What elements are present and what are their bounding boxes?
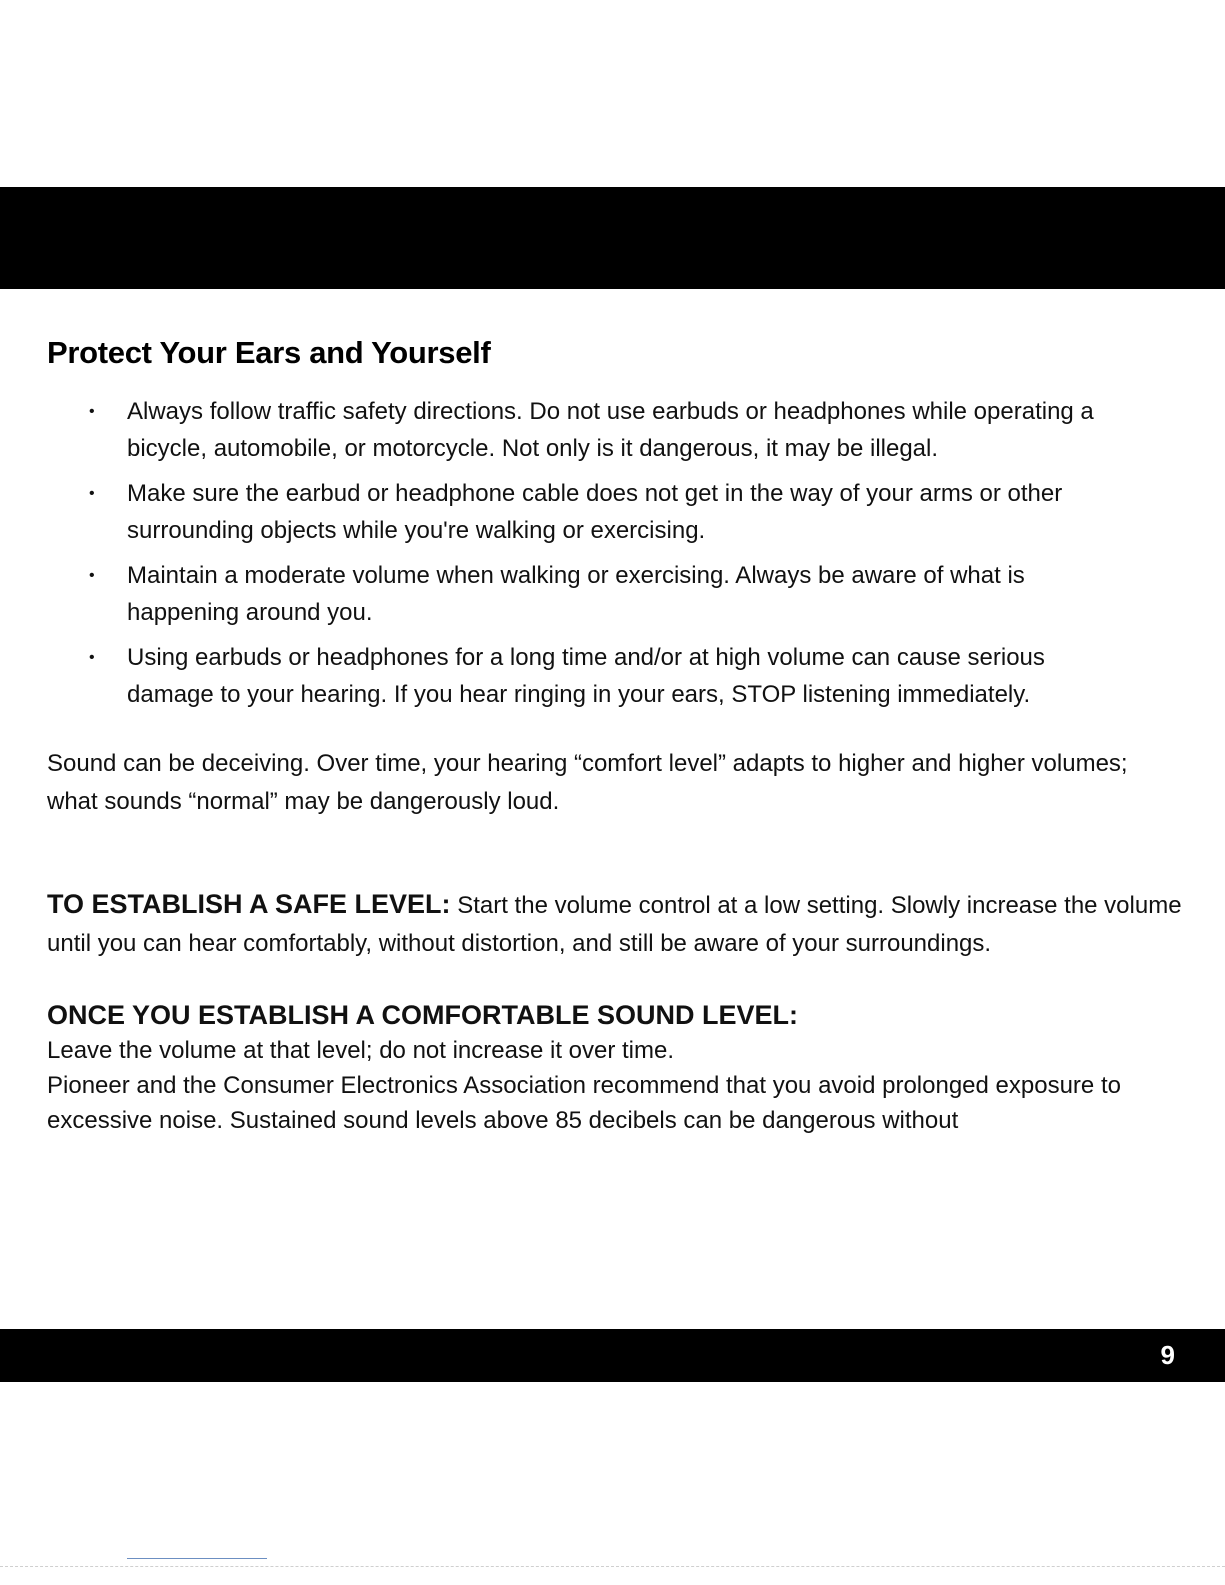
comfortable-level-line2: Pioneer and the Consumer Electronics Association recommend that you avoid prolonged exposure to excessive noise. Sustained sound levels above 85 decibels can be dangerous without <box>47 1072 1121 1134</box>
sound-deceiving-paragraph: Sound can be deceiving. Over time, your hearing “comfort level” adapts to higher and higher volumes; what sounds “normal” may be dangerously loud. <box>47 750 1128 815</box>
bullet-text: Make sure the earbud or headphone cable does not get in the way of your arms or other surrounding objects while you're walking or exercising. <box>127 480 1063 544</box>
bullet-icon: • <box>89 485 95 502</box>
scan-underline-mark <box>127 1558 267 1559</box>
bullet-item-cable <box>47 475 1127 549</box>
safe-level-text: Start the volume control at a low setting. Slowly increase the volume until you can hear comfortably, without distortion, and still be aware of your surroundings. <box>47 892 1182 957</box>
bullet-item-volume <box>47 557 1127 631</box>
bullet-item-traffic <box>47 393 1127 467</box>
page-content <box>47 333 1207 1138</box>
safe-level-paragraph <box>47 885 1207 963</box>
bullet-icon: • <box>89 649 95 666</box>
bullet-icon: • <box>89 403 95 420</box>
bullet-text: Using earbuds or headphones for a long time and/or at high volume can cause serious damage to your hearing. If you hear ringing in your ears, STOP listening immediately. <box>127 644 1045 708</box>
comfortable-level-line1: Leave the volume at that level; do not increase it over time. <box>47 1037 675 1064</box>
page-number: 9 <box>1160 1340 1175 1370</box>
bullet-text: Always follow traffic safety directions. Do not use earbuds or headphones while operating a bicycle, automobile, or motorcycle. Not only is it dangerous, it may be illegal. <box>127 398 1094 462</box>
top-black-bar <box>0 187 1225 289</box>
bullet-item-hearing <box>47 639 1127 713</box>
comfortable-level-heading: ONCE YOU ESTABLISH A COMFORTABLE SOUND LEVEL: <box>47 1000 799 1030</box>
safe-level-label: TO ESTABLISH A SAFE LEVEL: <box>47 889 451 919</box>
safety-bullet-list <box>47 393 1207 713</box>
bottom-black-bar <box>0 1329 1225 1382</box>
bullet-text: Maintain a moderate volume when walking or exercising. Always be aware of what is happening around you. <box>127 562 1025 626</box>
page-heading: Protect Your Ears and Yourself <box>47 335 491 370</box>
scan-edge-line <box>0 1566 1225 1567</box>
bullet-icon: • <box>89 567 95 584</box>
